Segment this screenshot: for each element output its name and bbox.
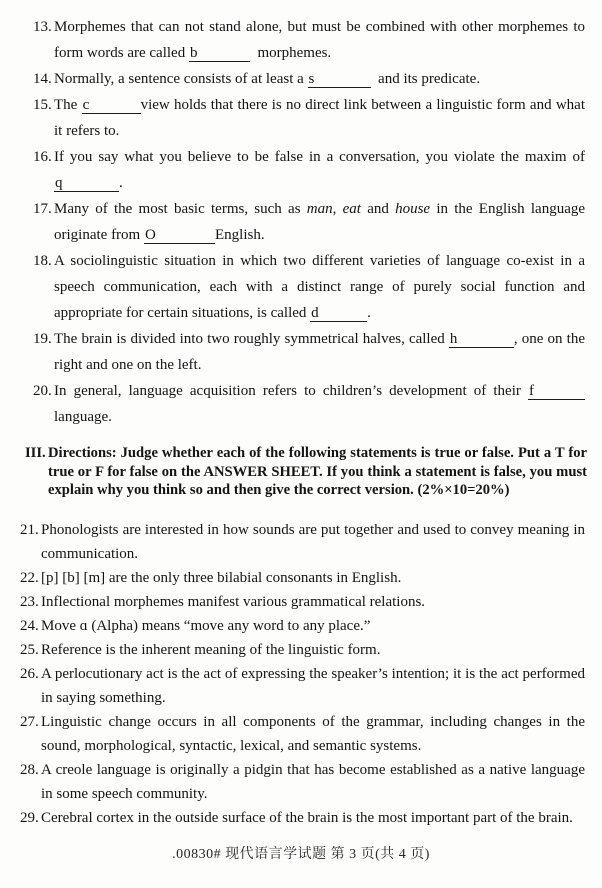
- question-number: 14.: [33, 71, 52, 87]
- question-item: [20, 638, 585, 662]
- question-number: 15.: [33, 97, 52, 113]
- question-text: Morphemes that can not stand alone, but must be combined with other morphemes to form words are called b morphemes.: [54, 19, 585, 61]
- question-item: [33, 14, 585, 66]
- question-item: [33, 92, 585, 144]
- question-text: The c view holds that there is no direct link between a linguistic form and what it refers to.: [54, 97, 585, 139]
- section-heading: [25, 444, 587, 500]
- question-item: [33, 144, 585, 196]
- question-item: [33, 378, 585, 430]
- question-text: Linguistic change occurs in all components of the grammar, including changes in the sound, morphological, syntactic, lexical, and semantic systems.: [41, 713, 585, 754]
- question-number: 27.: [20, 713, 39, 730]
- question-item: [33, 248, 585, 326]
- fill-in-blank: f: [528, 384, 585, 400]
- question-number: 13.: [33, 19, 52, 35]
- question-number: 18.: [33, 253, 52, 269]
- question-number: 24.: [20, 617, 39, 634]
- fill-in-blank: b: [189, 46, 250, 62]
- italic-term: eat: [342, 201, 361, 217]
- fill-in-blank: h: [449, 332, 514, 348]
- question-item: [20, 758, 585, 806]
- fill-in-blank: d: [310, 306, 367, 322]
- fill-in-blank: O: [144, 228, 215, 244]
- question-number: 26.: [20, 665, 39, 682]
- question-text: In general, language acquisition refers to children’s development of their flanguage.: [54, 378, 585, 430]
- question-text: Cerebral cortex in the outside surface of the brain is the most important part of the brain.: [41, 809, 573, 826]
- question-number: 20.: [33, 383, 52, 399]
- question-text: [p] [b] [m] are the only three bilabial consonants in English.: [41, 569, 402, 586]
- fill-in-blank: c: [82, 98, 141, 114]
- question-item: [20, 710, 585, 758]
- question-text: Many of the most basic terms, such as man, eat and house in the English language originate from O English.: [54, 201, 586, 243]
- question-number: 21.: [20, 521, 39, 538]
- question-number: 25.: [20, 641, 39, 658]
- question-number: 23.: [20, 593, 39, 610]
- question-number: 16.: [33, 149, 52, 165]
- question-number: 22.: [20, 569, 39, 586]
- section-directions: Directions: Judge whether each of the following statements is true or false. Put a T for true or F for false on the ANSWER SHEET. If you think a statement is false, you must explain why you think so and then give the correct version. (2%×10=20%): [48, 445, 587, 498]
- question-item: [33, 326, 585, 378]
- question-number: 19.: [33, 331, 52, 347]
- question-text: The brain is divided into two roughly symmetrical halves, called h , one on the right and one on the left.: [54, 331, 585, 373]
- fill-in-the-blank-list: [33, 14, 585, 430]
- question-item: [20, 518, 585, 566]
- question-item: [20, 806, 585, 830]
- question-text: Normally, a sentence consists of at least a s and its predicate.: [54, 71, 481, 87]
- question-number: 29.: [20, 809, 39, 826]
- page-footer: .00830# 现代语言学试题 第 3 页(共 4 页): [172, 847, 430, 862]
- question-item: [33, 196, 585, 248]
- question-number: 28.: [20, 761, 39, 778]
- question-text: Reference is the inherent meaning of the linguistic form.: [41, 641, 381, 658]
- italic-term: house: [395, 201, 431, 217]
- question-item: [20, 590, 585, 614]
- question-item: [20, 566, 585, 590]
- question-item: [33, 66, 585, 92]
- true-false-list: [20, 518, 585, 830]
- fill-in-blank: s: [308, 72, 371, 88]
- fill-in-blank: q: [54, 176, 119, 192]
- question-text: If you say what you believe to be false in a conversation, you violate the maxim of q .: [54, 149, 585, 191]
- question-text: Inflectional morphemes manifest various grammatical relations.: [41, 593, 426, 610]
- question-text: A sociolinguistic situation in which two different varieties of language co-exist in a speech communication, each with a distinct range of purely social function and appropriate for certain situations, is called d .: [54, 253, 585, 321]
- question-text: A creole language is originally a pidgin that has become established as a native language in some speech community.: [41, 761, 585, 802]
- question-item: [20, 662, 585, 710]
- question-text: Phonologists are interested in how sounds are put together and used to convey meaning in communication.: [41, 521, 585, 562]
- italic-term: man: [306, 201, 333, 217]
- question-number: 17.: [33, 201, 52, 217]
- question-text: A perlocutionary act is the act of expressing the speaker’s intention; it is the act performed in saying something.: [41, 665, 585, 706]
- section-number: III.: [25, 445, 46, 461]
- question-text: Move ɑ (Alpha) means “move any word to any place.”: [41, 617, 371, 634]
- question-item: [20, 614, 585, 638]
